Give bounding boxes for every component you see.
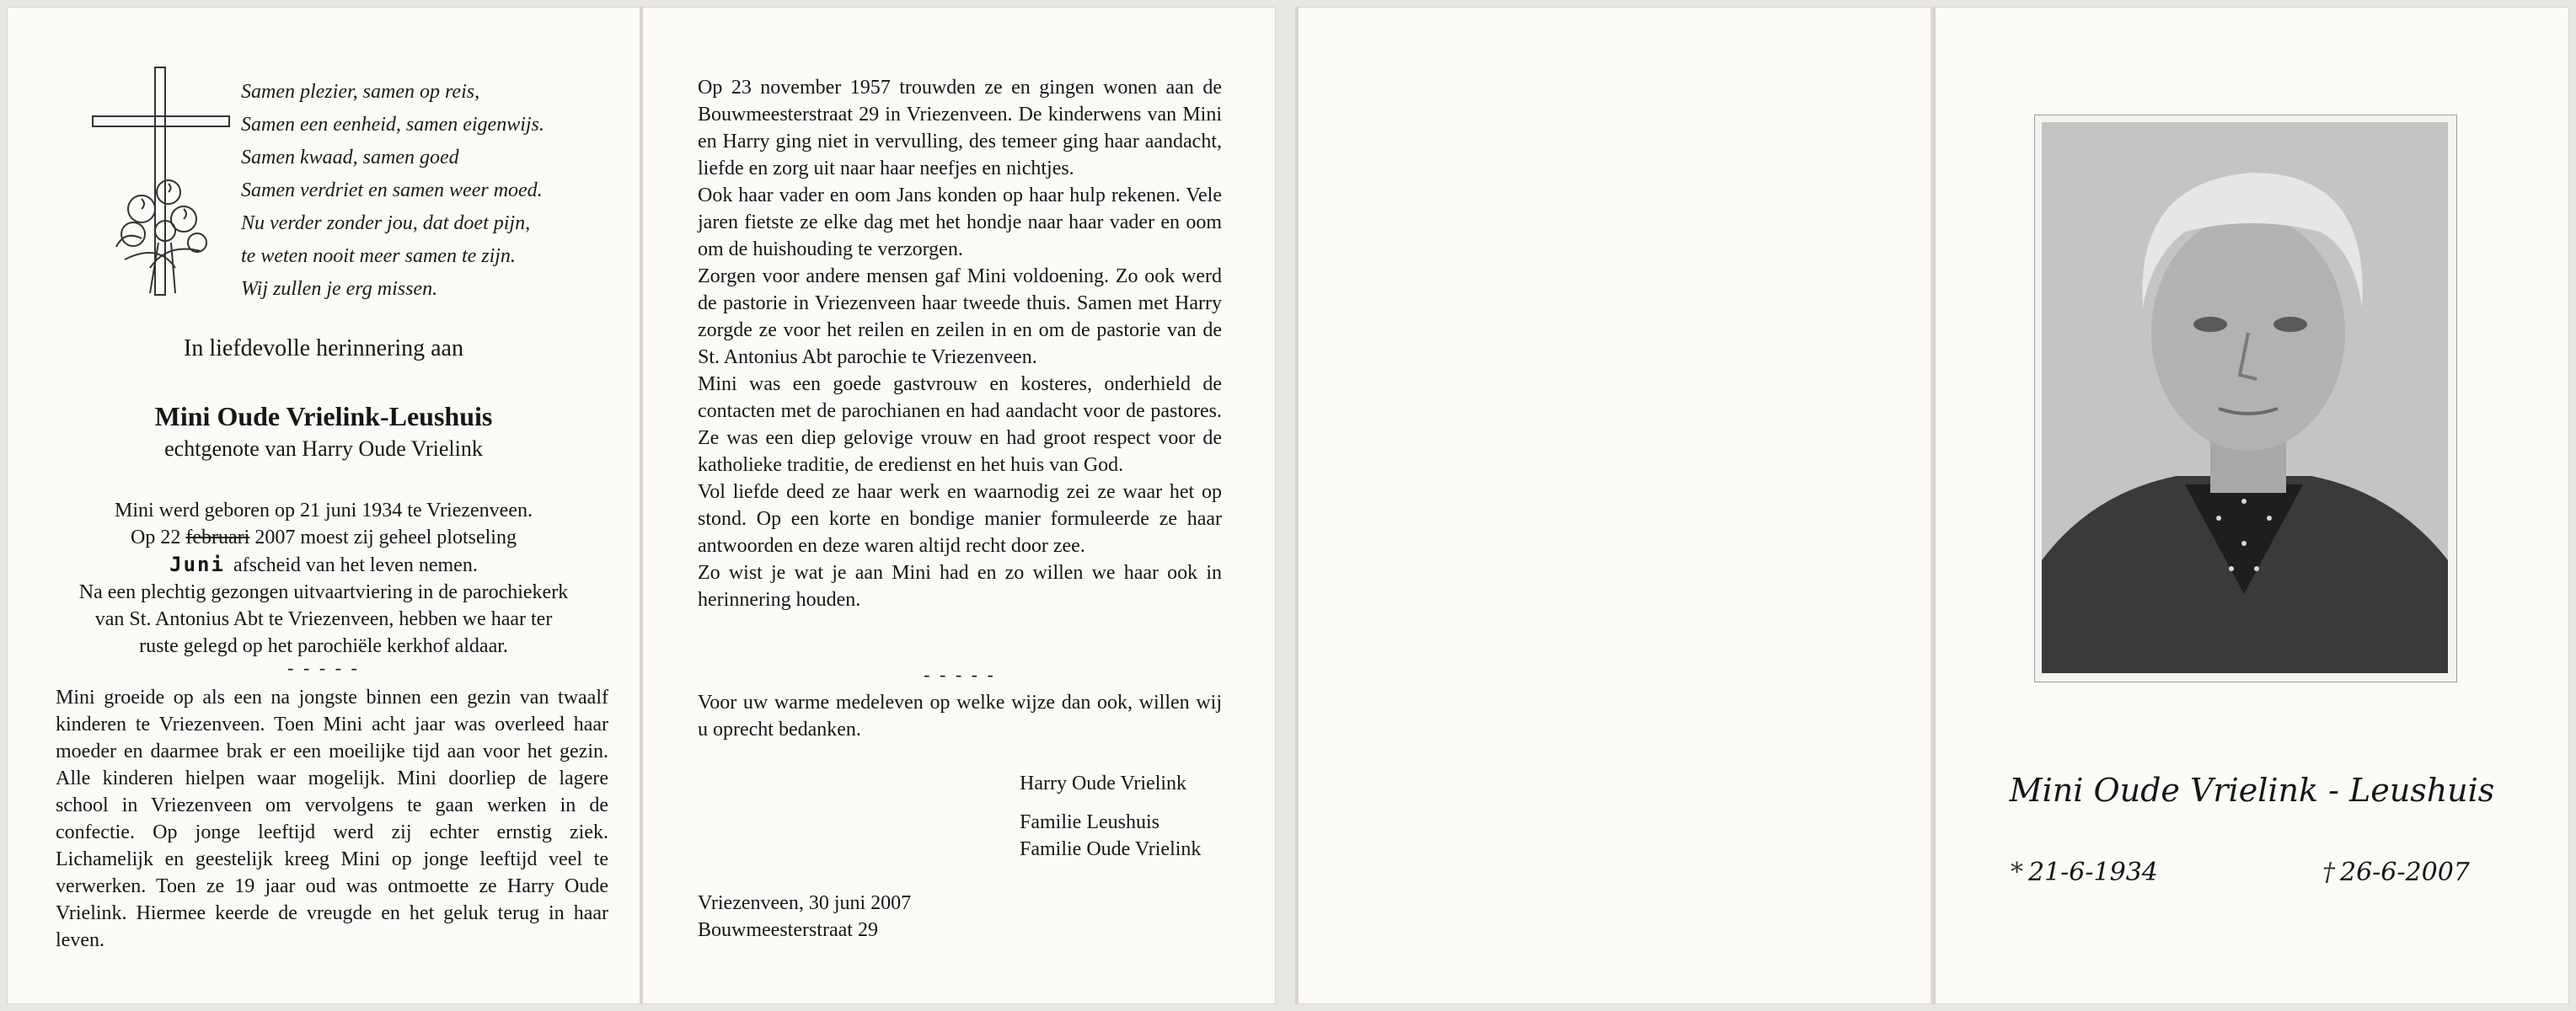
biography-part1: Mini groeide op als een na jongste binnen een gezin van twaalf kinderen te Vriezenveen. Toen Mini acht jaar was overleed haar moeder en daarmee brak er een moeilijke tijd aan voor het gezin. Alle kinderen hielpen waar mogelijk. Mini doorliep de lagere school in Vriezenveen om vervolgens te gaan werken in de confectie. Op jonge leeftijd werd zij echter ernstig ziek. Lichamelijk en geestelijk kreeg Mini op jonge leeftijd veel te verwerken. Toen ze 19 jaar oud was ontmoette ze Harry Oude Vrielink. Hiermee keerde de vreugde en het geluk terug in haar leven. (56, 687, 608, 951)
poem-line: Samen plezier, samen op reis, (241, 81, 480, 103)
birth-date-text: 21-6-1934 (2028, 858, 2158, 887)
bio-paragraph: Ook haar vader en oom Jans konden op haar hulp rekenen. Vele jaren fietste ze elke dag met het hondje naar haar vader en oom om de huishouding te verzorgen. (698, 185, 1222, 260)
death-date (2322, 858, 2470, 887)
birth-star-icon: * (2011, 858, 2023, 887)
deceased-name-heading: Mini Oude Vrielink-Leushuis (154, 401, 493, 431)
portrait-frame (2034, 115, 2457, 682)
death-notice (40, 497, 607, 660)
separator: - - - - - (287, 657, 360, 678)
death-cross-icon: † (2322, 858, 2335, 887)
bio-paragraph: Zo wist je wat je aan Mini had en zo willen we haar ook in herinnering houden. (698, 562, 1222, 611)
portrait-illustration (2042, 122, 2448, 673)
death-date-text: 26-6-2007 (2340, 858, 2470, 887)
signature-line: Familie Oude Vrielink (1020, 838, 1202, 860)
separator: - - - - - (924, 664, 996, 685)
notice-line: Mini werd geboren op 21 juni 1934 te Vriezenveen. (115, 500, 533, 522)
card-panel-front (1935, 7, 2569, 1004)
notice-line (40, 524, 607, 551)
thanks-text: Voor uw warme medeleven op welke wijze dan ook, willen wij u oprecht bedanken. (698, 692, 1222, 741)
poem-line: Samen verdriet en samen weer moed. (241, 179, 543, 201)
bio-paragraph: Zorgen voor andere mensen gaf Mini voldoening. Zo ook werd de pastorie in Vriezenveen haar tweede thuis. Samen met Harry zorgde ze voor het reilen en zeilen in en om de pastorie van de St. Antonius Abt parochie te Vriezenveen. (698, 265, 1222, 368)
signature-line: Familie Leushuis (1020, 811, 1159, 833)
notice-text: Op 22 (131, 527, 186, 548)
portrait-photo (2042, 122, 2448, 673)
notice-line: Na een plechtig gezongen uitvaartviering in de parochiekerk (78, 581, 569, 603)
poem-line: Wij zullen je erg missen. (241, 278, 438, 300)
card-panel-middle (642, 7, 1276, 1004)
place-date: Vriezenveen, 30 juni 2007 (698, 892, 912, 914)
card-name: Mini Oude Vrielink - Leushuis (2009, 772, 2495, 809)
poem-line: te weten nooit meer samen te zijn. (241, 245, 516, 267)
bio-paragraph: Op 23 november 1957 trouwden ze en gingen wonen aan de Bouwmeesterstraat 29 in Vriezenveen. De kinderwens van Mini en Harry ging niet in vervulling, des temeer ging haar aandacht, liefde en zorg uit naar haar neefjes en nichtjes. (698, 77, 1222, 179)
spouse-line: echtgenote van Harry Oude Vrielink (164, 436, 483, 461)
poem-line: Nu verder zonder jou, dat doet pijn, (241, 212, 531, 234)
card-panel-blank (1298, 7, 1931, 1004)
poem (241, 76, 629, 306)
signature-line: Harry Oude Vrielink (1020, 773, 1187, 794)
notice-text: 2007 moest zij geheel plotseling (249, 527, 517, 548)
address: Bouwmeesterstraat 29 (698, 919, 878, 941)
cross-with-flowers-icon (91, 66, 234, 302)
bio-paragraph: Vol liefde deed ze haar werk en waarnodig zei ze waar het op stond. Op een korte en bondige manier formuleerde ze haar antwoorden en deze waren altijd recht door zee. (698, 481, 1222, 557)
notice-line (40, 551, 607, 579)
poem-line: Samen kwaad, samen goed (241, 147, 459, 168)
card-panel-left (7, 7, 640, 1004)
intro-text: In liefdevolle herinnering aan (184, 335, 463, 361)
notice-line: ruste gelegd op het parochiële kerkhof aldaar. (139, 635, 508, 657)
bio-paragraph: Mini was een goede gastvrouw en kosteres, onderhield de contacten met de parochianen en had aandacht voor de pastores. Ze was een diep gelovige vrouw en had groot respect voor de katholieke traditie, de eredienst en het huis van God. (698, 373, 1222, 476)
struck-month: februari (185, 527, 250, 548)
notice-line: van St. Antonius Abt te Vriezenveen, hebben we haar ter (94, 608, 553, 630)
notice-text: afscheid van het leven nemen. (233, 554, 478, 576)
biography-part2 (698, 74, 1222, 613)
place-and-date (698, 890, 911, 944)
poem-line: Samen een eenheid, samen eigenwijs. (241, 114, 544, 136)
handwritten-correction: Juni (169, 553, 225, 576)
birth-date (2011, 858, 2158, 887)
